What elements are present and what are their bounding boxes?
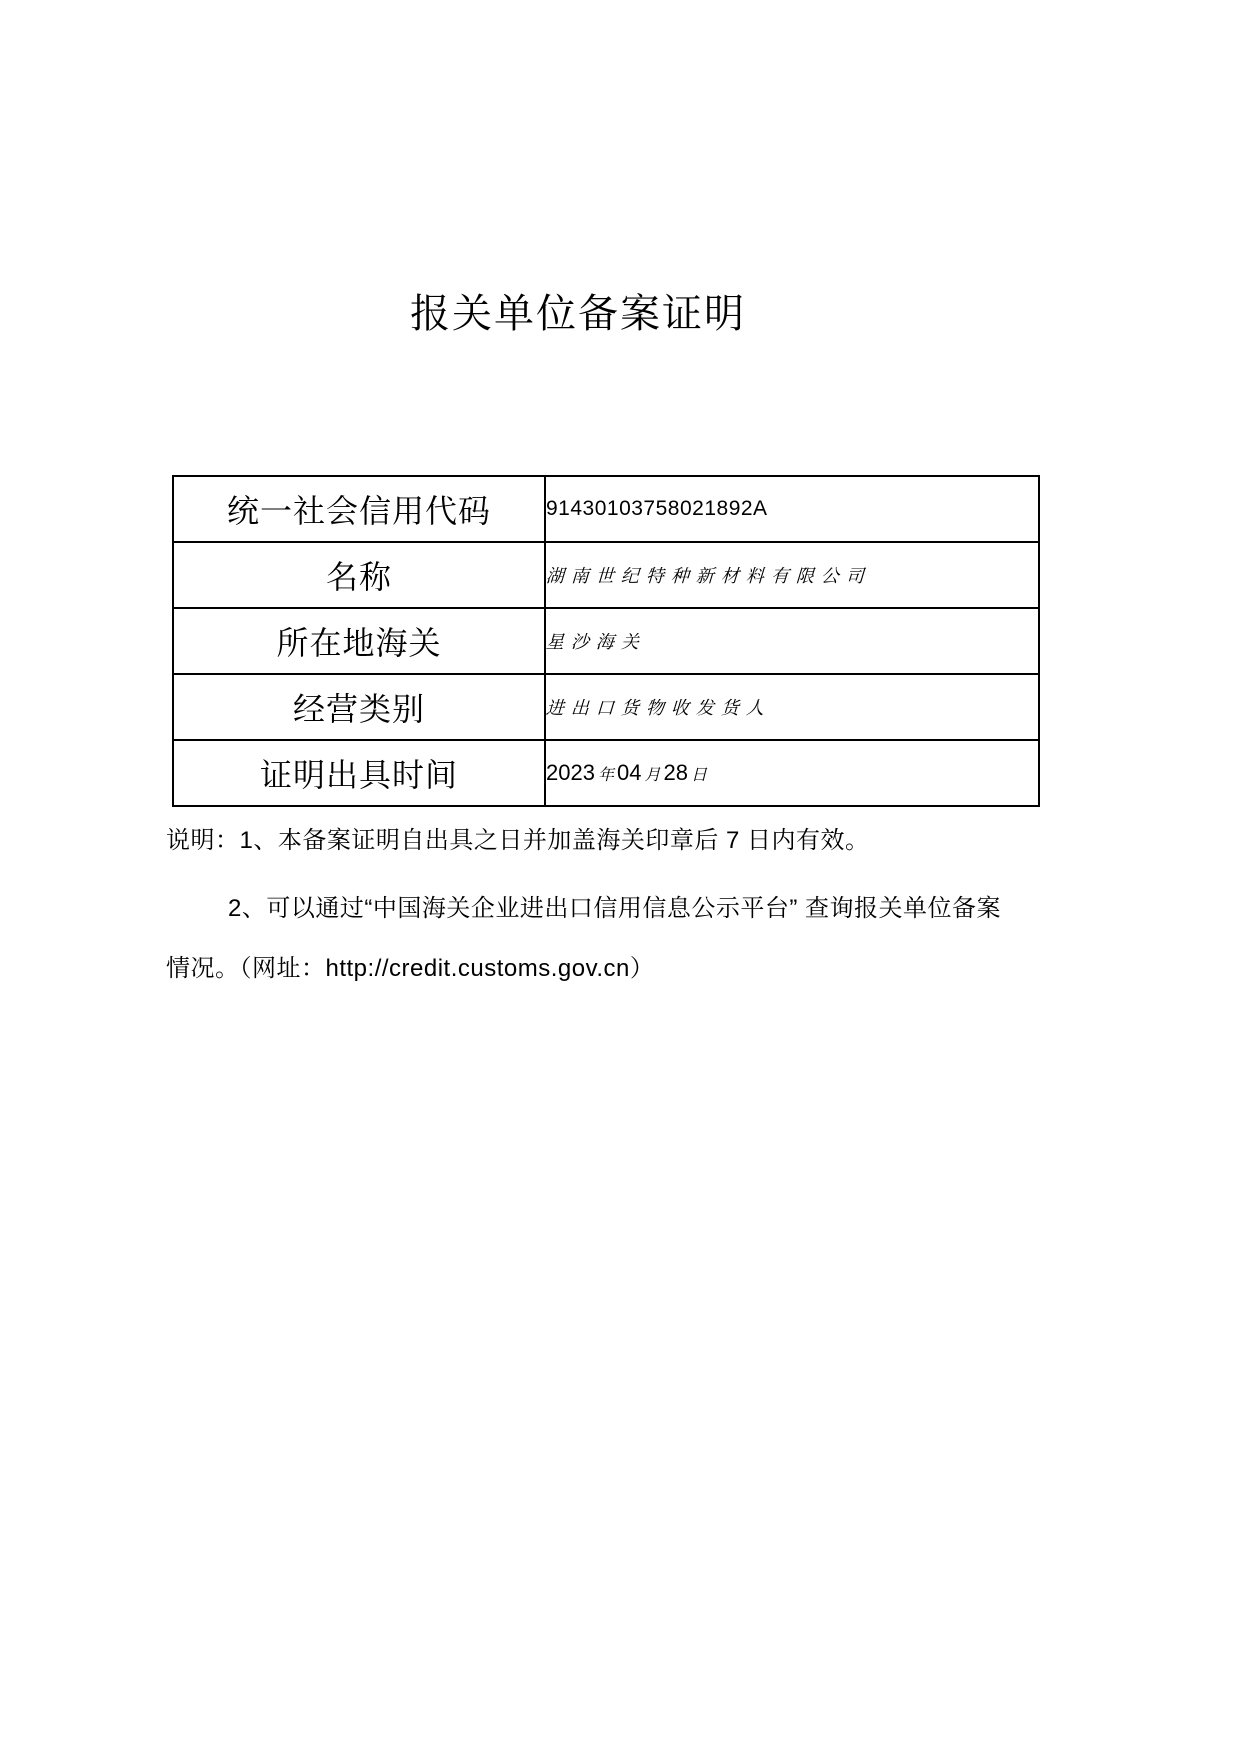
business-category-value: 进出口货物收发货人 (545, 698, 772, 719)
issue-date-day-unit: 日 (690, 765, 707, 784)
table-row-credit-code (173, 476, 1039, 542)
credit-code-label: 统一社会信用代码 (173, 476, 545, 542)
page-title: 报关单位备案证明 (410, 292, 746, 336)
credit-code-value: 91430103758021892A (546, 497, 768, 520)
customs-office-label: 所在地海关 (173, 608, 545, 674)
table-row-company-name (173, 542, 1039, 608)
customs-office-value: 星沙海关 (545, 632, 647, 653)
issue-date-day: 28 (663, 760, 688, 785)
issue-date-year-unit: 年 (597, 765, 614, 784)
note-line-3: 情况。（网址：http://credit.customs.gov.cn） (166, 955, 655, 982)
table-row-issue-date (173, 740, 1039, 806)
note-line-1 (166, 820, 870, 855)
issue-date-month-unit: 月 (644, 765, 661, 784)
filing-info-table (172, 475, 1040, 807)
company-name-value: 湖南世纪特种新材料有限公司 (545, 566, 872, 587)
issue-date-month: 04 (616, 760, 642, 785)
table-row-customs-office (173, 608, 1039, 674)
issue-date-label: 证明出具时间 (173, 740, 545, 806)
issue-date-year: 2023 (546, 760, 595, 785)
issue-date-value (546, 762, 710, 785)
company-name-label: 名称 (173, 542, 545, 608)
table-row-business-category (173, 674, 1039, 740)
note-item-1: 1、本备案证明自出具之日并加盖海关印章后 7 日内有效。 (239, 827, 870, 854)
notes-label: 说明： (166, 827, 240, 854)
note-line-2: 2、可以通过“中国海关企业进出口信用信息公示平台” 查询报关单位备案 (228, 895, 1001, 922)
business-category-label: 经营类别 (173, 674, 545, 740)
